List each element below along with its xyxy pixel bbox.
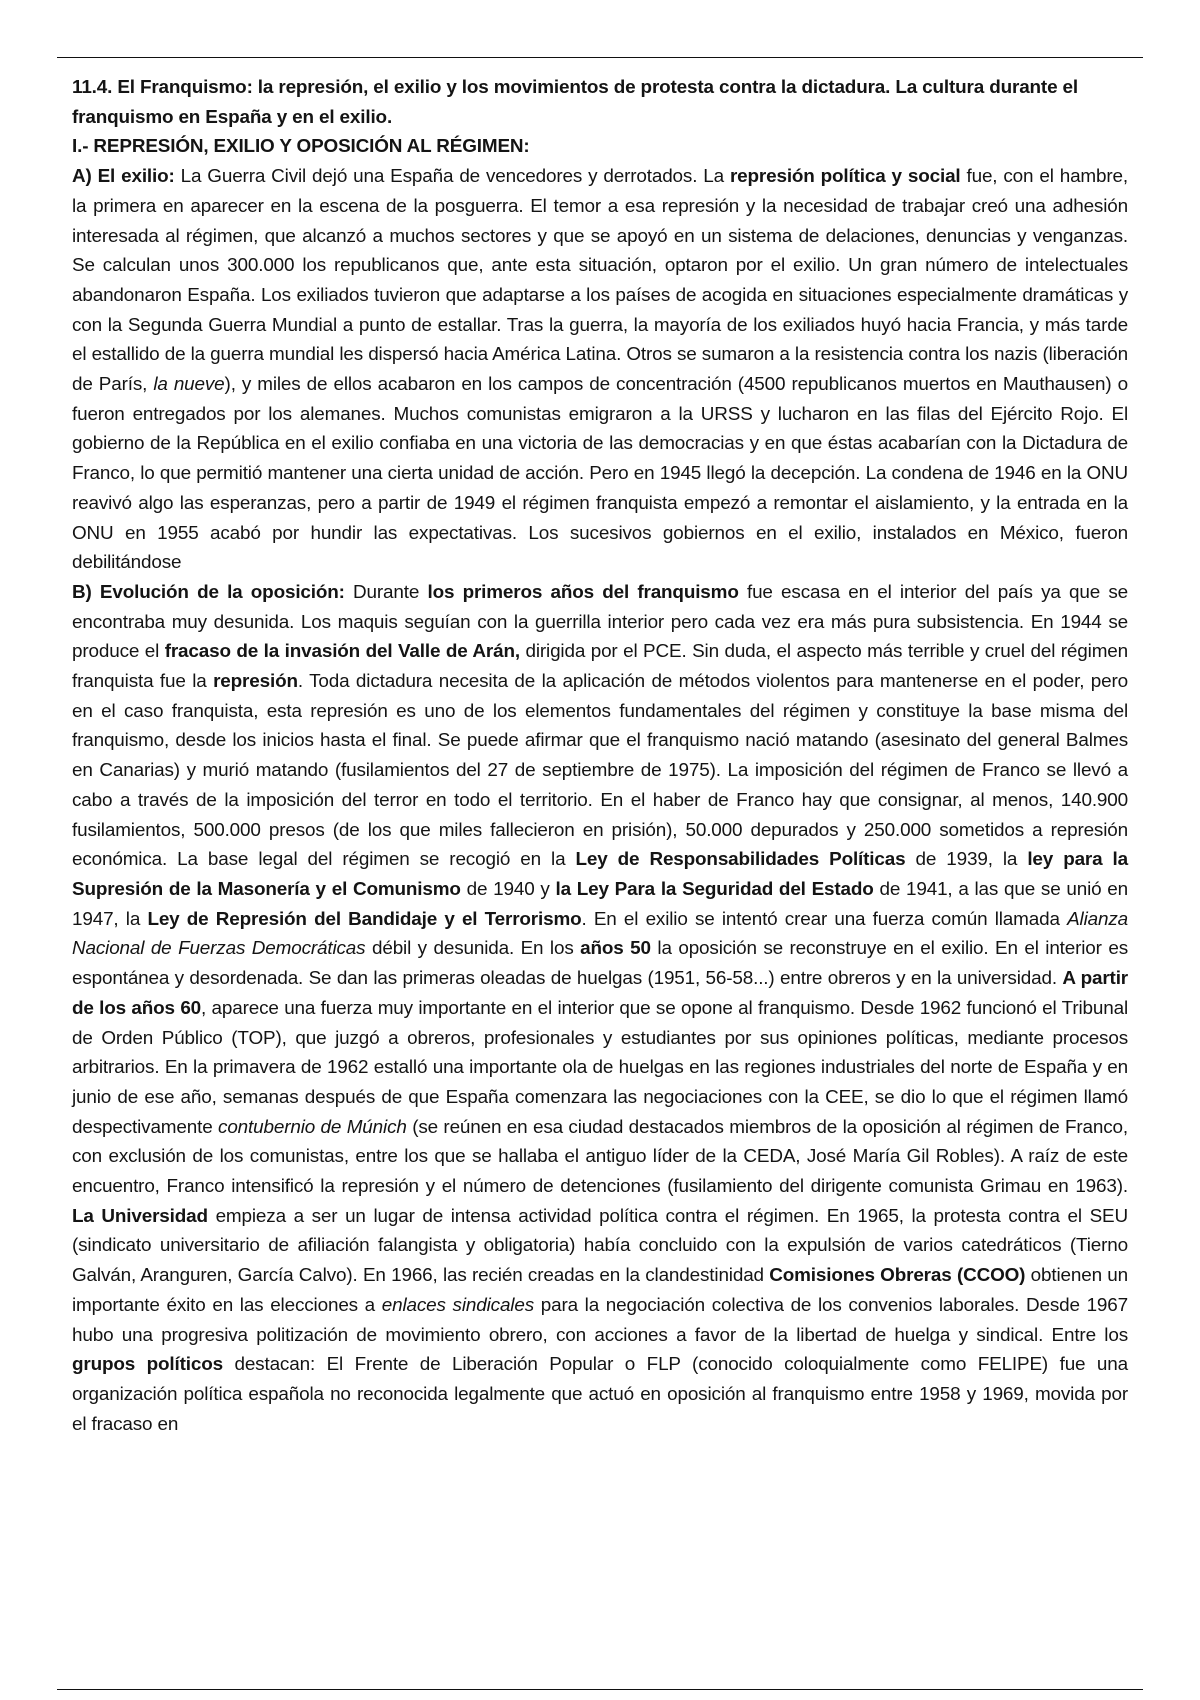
text-run: dirigida por el PCE. Sin duda, el aspecto más terrible y cruel del régimen franquista fue la [72, 641, 1128, 693]
text-run: fue escasa en el interior del país ya que se encontraba muy desunida. Los maquis seguían con la guerrilla interior pero cada vez era más pura subsistencia. En 1944 se produce el [72, 581, 1128, 663]
italic-run: Alianza Nacional de Fuerzas Democráticas [72, 908, 1128, 960]
top-rule [57, 57, 1143, 58]
text-run: fue, con el hambre, la primera en aparecer en la escena de la posguerra. El temor a esa represión y la necesidad de trabajar creó una adhesión interesada al régimen, que alcanzó a muchos sectores y que se apoyó en un sistema de delaciones, denuncias y venganzas. Se calculan unos 300.000 los republicanos que, ante esta situación, optaron por el exilio. Un gran número de intelectuales abandonaron España. Los exiliados tuvieron que adaptarse a los países de acogida en situaciones especialmente dramáticas y con la Segunda Guerra Mundial a punto de estallar. Tras la guerra, la mayoría de los exiliados huyó hacia Francia, y más tarde el estallido de la guerra mundial les dispersó hacia América Latina. Otros se sumaron a la resistencia contra los nazis (liberación de París, [72, 166, 1128, 396]
document-body [72, 73, 1128, 1439]
bold-run: Ley de Represión del Bandidaje y el Terrorismo [147, 908, 582, 930]
text-run: ), y miles de ellos acabaron en los campos de concentración (4500 republicanos muertos en Mauthausen) o fueron entregados por los alemanes. Muchos comunistas emigraron a la URSS y lucharon en las filas del Ejército Rojo. El gobierno de la República en el exilio confiaba en una victoria de las democracias y en que éstas acabarían con la Dictadura de Franco, lo que permitió mantener una cierta unidad de acción. Pero en 1945 llegó la decepción. La condena de 1946 en la ONU reavivó algo las esperanzas, pero a partir de 1949 el régimen franquista empezó a remontar el aislamiento, y la entrada en la ONU en 1955 acabó por hundir las expectativas. Los sucesivos gobiernos en el exilio, instalados en México, fueron debilitándose [72, 374, 1128, 574]
bold-run: los primeros años del franquismo [427, 581, 739, 603]
text-run: obtienen un importante éxito en las elecciones a [72, 1265, 1128, 1316]
bold-run: fracaso de la invasión del Valle de Arán, [164, 641, 520, 663]
italic-run: enlaces sindicales [381, 1294, 535, 1316]
text-run: , aparece una fuerza muy importante en el interior que se opone al franquismo. Desde 1962 funcionó el Tribunal de Orden Público (TOP), que juzgó a obreros, profesionales y estudiantes por sus opiniones políticas, mediante procesos arbitrarios. En la primavera de 1962 estalló una importante ola de huelgas en las regiones industriales del norte de España y en junio de ese año, semanas después de que España comenzara las negociaciones con la CEE, se dio lo que el régimen llamó despectivamente [72, 997, 1129, 1138]
paragraph-label: A) El exilio: [72, 166, 175, 188]
section-heading: I.- REPRESIÓN, EXILIO Y OPOSICIÓN AL RÉGIMEN: [72, 136, 530, 158]
bold-run: Comisiones Obreras (CCOO) [769, 1265, 1026, 1287]
paragraph-exilio [72, 162, 1128, 578]
bold-run: grupos políticos [72, 1354, 223, 1376]
text-run: de 1940 y [460, 878, 556, 900]
bold-run: Ley de Responsabilidades Políticas [575, 849, 906, 871]
bold-run: represión política y social [729, 166, 961, 188]
bold-run: ley para la Supresión de la Masonería y el Comunismo [72, 849, 1128, 900]
text-run: destacan: El Frente de Liberación Popular o FLP (conocido coloquialmente como FELIPE) fue una organización política española no reconocida legalmente que actuó en oposición al franquismo entre 1958 y 1969, movida por el fracaso en [72, 1354, 1128, 1435]
bold-run: A partir de los años 60 [72, 968, 1128, 1019]
text-run: . En el exilio se intentó crear una fuerza común llamada [581, 908, 1068, 930]
bold-run: la Ley Para la Seguridad del Estado [555, 878, 874, 900]
paragraph-oposicion [72, 578, 1128, 1439]
bold-run: La Universidad [72, 1205, 208, 1227]
text-run: . Toda dictadura necesita de la aplicación de métodos violentos para mantenerse en el poder, pero en el caso franquista, esta represión es uno de los elementos fundamentales del régimen y constituye la base misma del franquismo, desde los inicios hasta el final. Se puede afirmar que el franquismo nació matando (asesinato del general Balmes en Canarias) y murió matando (fusilamientos del 27 de septiembre de 1975). La imposición del régimen de Franco se llevó a cabo a través de la imposición del terror en todo el territorio. En el haber de Franco hay que consignar, al menos, 140.900 fusilamientos, 500.000 presos (de los que miles fallecieron en prisión), 50.000 depurados y 250.000 sometidos a represión económica. La base legal del régimen se recogió en la [72, 671, 1128, 871]
text-run: la oposición se reconstruye en el exilio. En el interior es espontánea y desordenada. Se dan las primeras oleadas de huelgas (1951, 56-58...) entre obreros y en la universidad. [72, 938, 1128, 990]
text-run: débil y desunida. En los [365, 938, 581, 960]
text-run: Durante [344, 581, 428, 603]
bold-run: años 50 [580, 938, 651, 960]
text-run: (se reúnen en esa ciudad destacados miembros de la oposición al régimen de Franco, con exclusión de los comunistas, entre los que se hallaba el antiguo líder de la CEDA, José María Gil Robles). A raíz de este encuentro, Franco intensificó la represión y el número de detenciones (fusilamiento del dirigente comunista Grimau en 1963). [72, 1116, 1129, 1198]
text-run: empieza a ser un lugar de intensa actividad política contra el régimen. En 1965, la protesta contra el SEU (sindicato universitario de afiliación falangista y obligatoria) había concluido con la expulsión de varios catedráticos (Tierno Galván, Aranguren, García Calvo). En 1966, las recién creadas en la clandestinidad [72, 1205, 1128, 1287]
bottom-rule [57, 1689, 1143, 1690]
document-title: 11.4. El Franquismo: la represión, el exilio y los movimientos de protesta contra la dictadura. La cultura durante el franquismo en España y en el exilio. [72, 77, 1078, 128]
italic-run: la nueve [153, 374, 225, 396]
paragraph-label: B) Evolución de la oposición: [72, 581, 345, 603]
text-run: La Guerra Civil dejó una España de vencedores y derrotados. La [174, 166, 730, 188]
bold-run: represión [213, 671, 298, 693]
italic-run: contubernio de Múnich [218, 1116, 407, 1138]
text-run: de 1939, la [905, 849, 1028, 871]
text-run: para la negociación colectiva de los convenios laborales. Desde 1967 hubo una progresiva politización de movimiento obrero, con acciones a favor de la libertad de huelga y sindical. Entre los [72, 1294, 1128, 1346]
text-run: de 1941, a las que se unió en 1947, la [72, 878, 1128, 930]
